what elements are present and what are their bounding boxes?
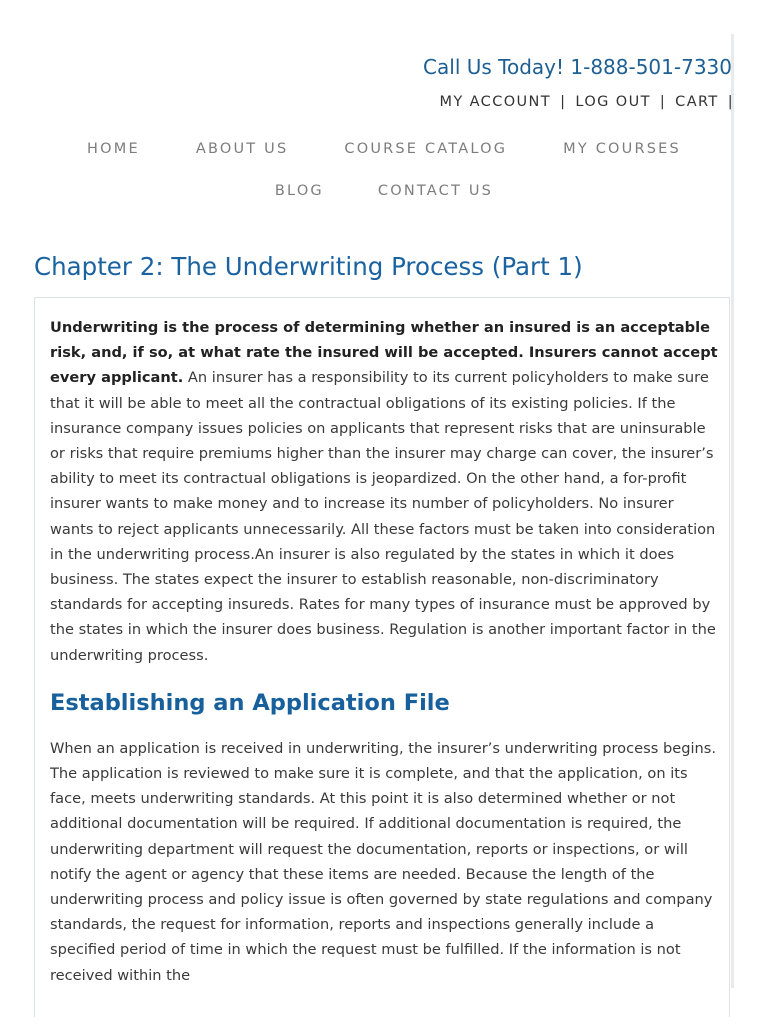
nav-separator: | bbox=[727, 94, 734, 110]
phone-link[interactable]: Call Us Today! 1-888-501-7330 bbox=[423, 55, 732, 79]
intro-lead-bold: Underwriting is the process of determining whether an insured is an acceptable risk, and, if so, at what rate the insured will be accepted. Insurers cannot accept every applicant. bbox=[50, 319, 718, 387]
my-account-link[interactable]: MY ACCOUNT bbox=[439, 94, 552, 110]
nav-home[interactable]: HOME bbox=[87, 141, 140, 157]
page-title: Chapter 2: The Underwriting Process (Part 1) bbox=[34, 252, 583, 281]
main-nav-row-1 bbox=[0, 141, 768, 157]
nav-separator: | bbox=[560, 94, 567, 110]
article-body bbox=[50, 315, 718, 988]
nav-separator: | bbox=[659, 94, 667, 110]
intro-paragraph bbox=[50, 315, 718, 668]
nav-about-us[interactable]: ABOUT US bbox=[195, 141, 289, 157]
section-paragraph: When an application is received in underwriting, the insurer’s underwriting process begins. The application is reviewed to make sure it is complete, and that the application, on its face, meets underwriting standards. At this point it is also determined whether or not additional documentation will be required. If additional documentation is required, the underwriting department will request the documentation, reports or inspections, or will notify the agent or agency that these items are needed. Because the length of the underwriting process and policy issue is often governed by state regulations and company standards, the request for information, reports and inspections generally include a specified period of time in which the request must be fulfilled. If the information is not received within the bbox=[50, 739, 717, 984]
content-panel bbox=[34, 297, 730, 1017]
nav-contact-us[interactable]: CONTACT US bbox=[377, 183, 494, 199]
main-nav-row-2 bbox=[0, 183, 768, 199]
cart-link[interactable]: CART bbox=[675, 94, 719, 110]
log-out-link[interactable]: LOG OUT bbox=[575, 94, 651, 110]
nav-blog[interactable]: BLOG bbox=[274, 183, 324, 199]
nav-course-catalog[interactable]: COURSE CATALOG bbox=[344, 141, 508, 157]
account-nav bbox=[439, 94, 734, 110]
section-heading: Establishing an Application File bbox=[50, 689, 450, 716]
page-right-border bbox=[731, 34, 734, 988]
nav-my-courses[interactable]: MY COURSES bbox=[563, 141, 681, 157]
intro-text: An insurer has a responsibility to its current policyholders to make sure that it will be able to meet all the contractual obligations of its existing policies. If the insurance company issues policies on applicants that represent risks that are uninsurable or risks that require premiums higher than the insurer may charge can cover, the insurer’s ability to meet its contractual obligations is jeopardized. On the other hand, a for-profit insurer wants to make money and to increase its number of policyholders. No insurer wants to reject applicants unnecessarily. All these factors must be taken into consideration in the underwriting process.An insurer is also regulated by the states in which it does business. The states expect the insurer to establish reasonable, non-discriminatory standards for accepting insureds. Rates for many types of insurance must be approved by the states in which the insurer does business. Regulation is another important factor in the underwriting process. bbox=[50, 369, 716, 664]
